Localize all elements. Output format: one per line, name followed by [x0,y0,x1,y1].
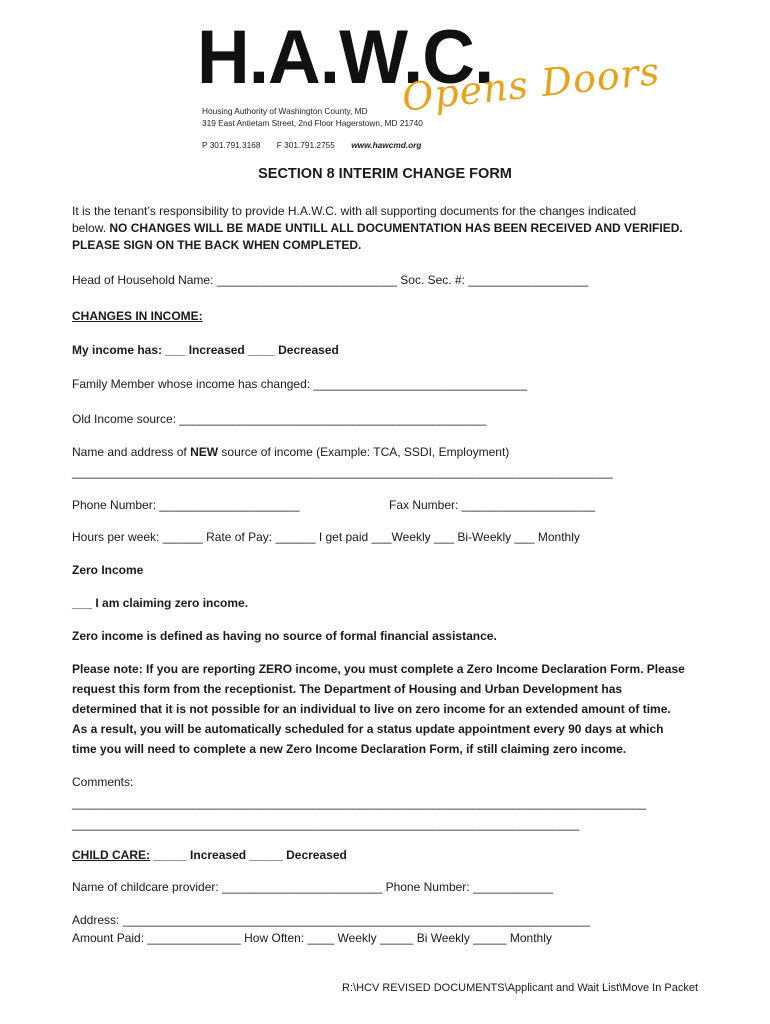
intro-line-2-text: below. [72,221,110,235]
org-website: www.hawcmd.org [351,140,422,150]
old-income-source-field[interactable]: Old Income source: ______________________________________________ [72,412,487,426]
org-fax: F 301.791.2755 [276,140,335,150]
phone-number-field[interactable]: Phone Number: _____________________ [72,498,300,512]
child-care-options[interactable]: _____ Increased _____ Decreased [150,848,347,862]
note-line-1: Please note: If you are reporting ZERO income, you must complete a Zero Income Declaration Form. Please [72,662,685,676]
claiming-zero-income-field[interactable]: ___ I am claiming zero income. [72,596,249,610]
note-line-4: As a result, you will be automatically scheduled for a status update appointment every 90 days at which [72,722,664,736]
org-phone: P 301.791.3168 [202,140,261,150]
head-of-household-field[interactable]: Head of Household Name: ___________________________ Soc. Sec. #: __________________ [72,273,589,287]
intro-line-2 [72,221,683,235]
form-title: SECTION 8 INTERIM CHANGE FORM [258,166,512,182]
income-change-field[interactable]: My income has: ___ Increased ____ Decreased [72,343,339,357]
family-member-field[interactable]: Family Member whose income has changed: ________________________________ [72,377,528,391]
org-contact [202,140,435,150]
hawc-logo: H.A.W.C. [197,15,494,100]
intro-no-changes-warning: NO CHANGES WILL BE MADE UNTILL ALL DOCUMENTATION HAS BEEN RECEIVED AND VERIFIED. [109,221,683,235]
note-line-2: request this form from the receptionist. The Department of Housing and Urban Development has [72,682,623,696]
new-income-source-field[interactable]: _________________________________________________________________________________ [72,465,613,479]
hours-pay-field[interactable]: Hours per week: ______ Rate of Pay: ______ I get paid ___Weekly ___ Bi-Weekly ___ Monthly [72,530,580,544]
fax-number-field[interactable]: Fax Number: ____________________ [389,498,596,512]
note-line-3: determined that it is not possible for an individual to live on zero income for an extended amount of time. [72,702,671,716]
zero-income-heading: Zero Income [72,563,144,577]
intro-line-1: It is the tenant’s responsibility to provide H.A.W.C. with all supporting documents for the changes indicated [72,204,637,218]
note-line-5: time you will need to complete a new Zero Income Declaration Form, if still claiming zero income. [72,742,627,756]
comments-label: Comments: [72,775,134,789]
comments-line-2[interactable]: ____________________________________________________________________________ [72,817,580,831]
intro-sign-back: PLEASE SIGN ON THE BACK WHEN COMPLETED. [72,238,362,252]
new-emphasis: NEW [190,445,219,459]
new-income-label-text: Name and address of [72,445,191,459]
zero-income-definition: Zero income is defined as having no source of formal financial assistance. [72,629,497,643]
amount-paid-field[interactable]: Amount Paid: ______________ How Often: ____ Weekly _____ Bi Weekly _____ Monthly [72,931,552,945]
footer-file-path: R:\HCV REVISED DOCUMENTS\Applicant and Wait List\Move In Packet [342,982,698,994]
childcare-provider-field[interactable]: Name of childcare provider: ________________________ Phone Number: ____________ [72,880,554,894]
comments-line-1[interactable]: ______________________________________________________________________________________ [72,796,646,810]
new-income-source-label [72,445,509,459]
org-name: Housing Authority of Washington County, MD [202,106,368,116]
child-care-heading: CHILD CARE: [72,848,150,862]
child-care-row[interactable] [72,848,347,862]
opens-doors-tagline: Opens Doors [400,48,663,120]
org-address: 319 East Antietam Street, 2nd Floor Hagerstown, MD 21740 [202,118,423,128]
address-field[interactable]: Address: ______________________________________________________________________ [72,913,590,927]
new-income-label-rest: source of income (Example: TCA, SSDI, Employment) [218,445,510,459]
changes-in-income-heading: CHANGES IN INCOME: [72,309,203,323]
